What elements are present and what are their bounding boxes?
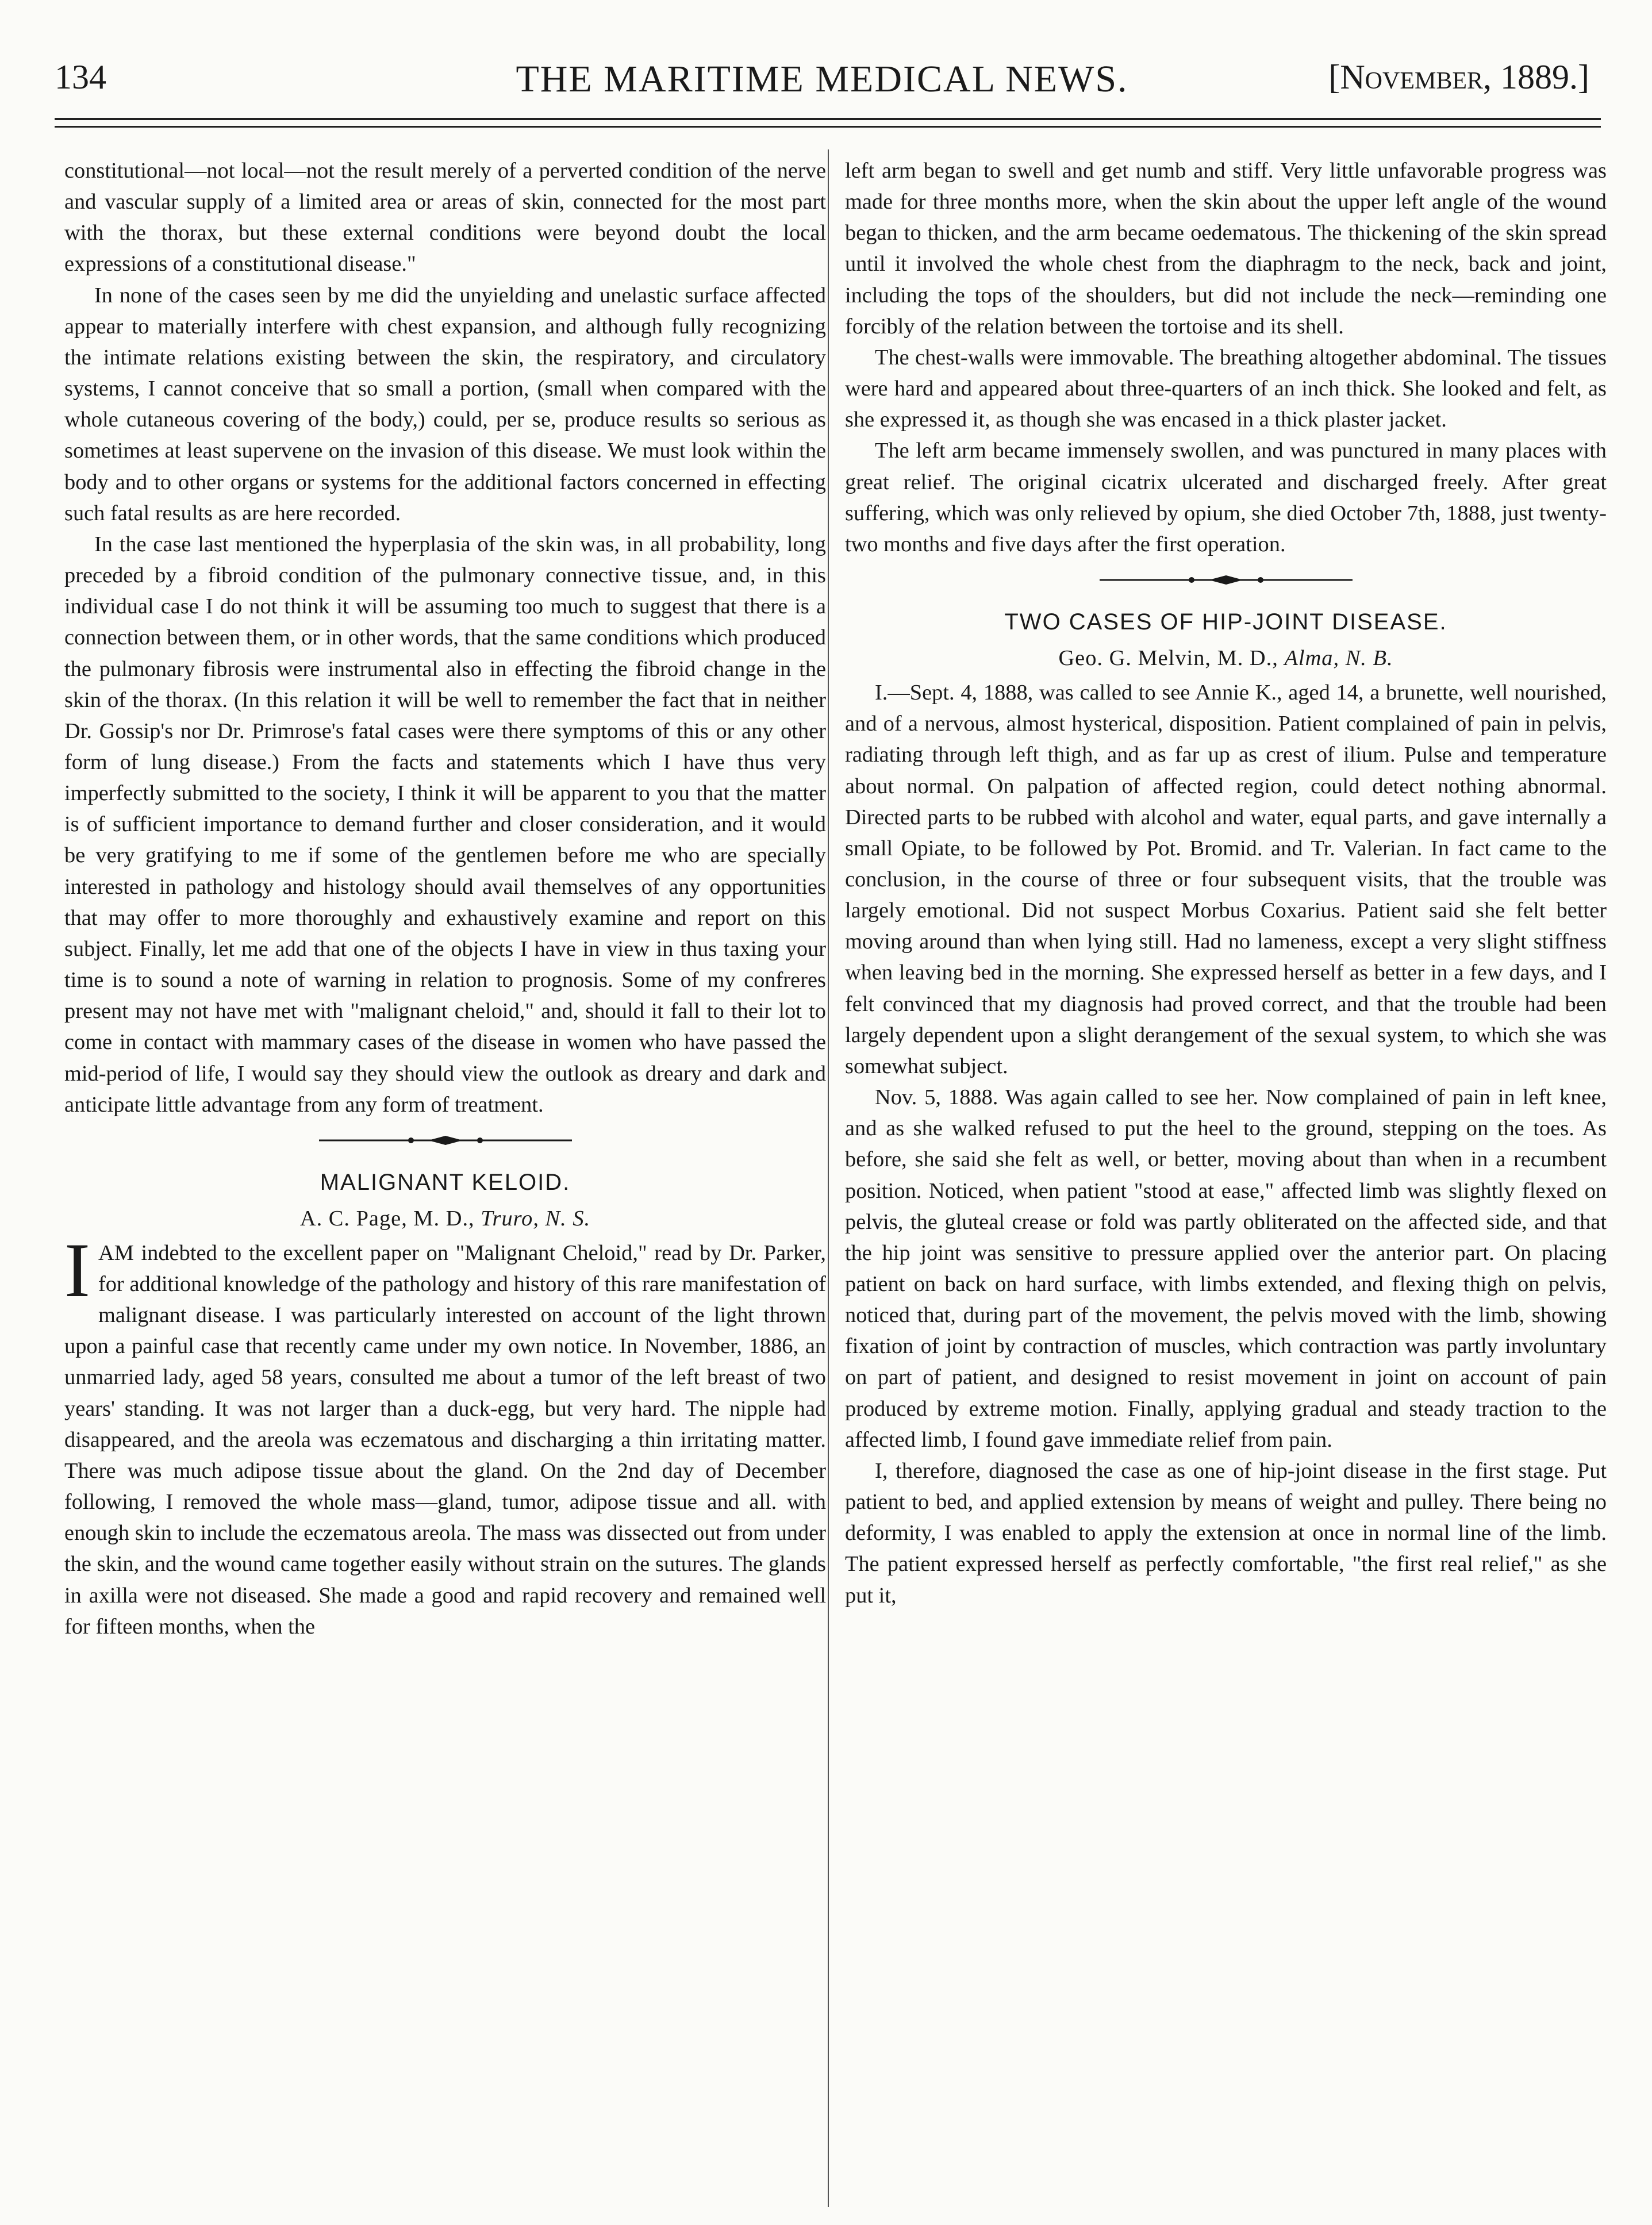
body-paragraph: constitutional—not local—not the result merely of a perverted condition of the nerve and vascular supply of a limited area or areas of skin, connected for the most part with the thorax, but these external conditions were beyond doubt the local expressions of a constitutional disease." <box>64 159 826 276</box>
drop-cap: I <box>64 1227 90 1313</box>
page-number: 134 <box>55 58 106 96</box>
right-column <box>845 155 1607 2201</box>
article-byline <box>845 639 1607 677</box>
body-paragraph: The chest-walls were immovable. The breathing altogether abdominal. The tissues were hard and appeared about three-quarters of an inch thick. She looked and felt, as she expressed it, as though she was encased in a thick plaster jacket. <box>845 345 1607 432</box>
body-paragraph: The left arm became immensely swollen, and was punctured in many places with great relief. The original cicatrix ulcerated and discharged freely. After great suffering, which was only relieved by opium, she died October 7th, 1888, just twenty-two months and five days after the first operation. <box>845 439 1607 556</box>
column-divider <box>828 149 829 2207</box>
body-paragraph <box>64 1227 826 1642</box>
issue-date: [November, 1889.] <box>1328 58 1589 96</box>
article-title: TWO CASES OF HIP-JOINT DISEASE. <box>1004 609 1447 635</box>
body-paragraph: I, therefore, diagnosed the case as one of hip-joint disease in the first stage. Put patient to bed, and applied extension by means of weight and pulley. There being no deformity, I was enabled to apply the extension at once in normal line of the limb. The patient expressed herself as perfectly comfortable, "the first real relief," as she put it, <box>845 1458 1607 1608</box>
ornament-rule-icon <box>313 1132 578 1149</box>
author-name: Geo. G. Melvin, M. D., <box>1058 646 1278 671</box>
section-ornament <box>845 560 1607 600</box>
page-header <box>55 57 1589 109</box>
author-location: Alma, N. B. <box>1284 646 1393 671</box>
body-paragraph: Nov. 5, 1888. Was again called to see her. Now complained of pain in left knee, and as she walked refused to put the heel to the ground, stepping on the toes. As before, she said she felt as well, or better, moving about than when in a recumbent position. Noticed, when patient "stood at ease," affected limb was slightly flexed on pelvis, the gluteal crease or fold was partly obliterated on the affected side, and that the hip joint was sensitive to pressure applied over the anterior part. On placing patient on back on hard surface, with limbs extended, and flexing thigh on pelvis, noticed that, during part of the movement, the pelvis moved with the limb, showing fixation of joint by contraction of muscles, which contraction was partly involuntary on part of patient, and designed to resist movement in joint on account of pain produced by extreme motion. Finally, applying gradual and steady traction to the affected limb, I found gave immediate relief from pain. <box>845 1085 1607 1452</box>
left-column <box>64 155 826 2201</box>
journal-title: THE MARITIME MEDICAL NEWS. <box>516 58 1128 100</box>
ornament-rule-icon <box>1094 571 1358 589</box>
body-paragraph: In the case last mentioned the hyperplasia of the skin was, in all probability, long preceded by a fibroid condition of the pulmonary connective tissue, and, in this individual case I do not think it will be assuming too much to suggest that there is a connection between them, or in other words, that the same conditions which produced the pulmonary fibrosis were instrumental also in effecting the fibroid change in the skin of the thorax. (In this relation it will be well to remember the fact that in neither Dr. Gossip's nor Dr. Primrose's fatal cases were there symptoms of this or any other form of lung disease.) From the facts and statements which I have thus very imperfectly submitted to the society, I think it will be apparent to you that the matter is of sufficient importance to demand further and closer consideration, and it would be very gratifying to me if some of the gentlemen before me who are specially interested in pathology and histology should avail themselves of any opportunities that may offer to more thoroughly and exhaustively examine and report on this subject. Finally, let me add that one of the objects I have in view in thus taxing your time is to sound a note of warning in relation to prognosis. Some of my confreres present may not have met with "malignant cheloid," and, should it fall to their lot to come in contact with mammary cases of the disease in women who have passed the mid-period of life, I would say they should view the outlook as dreary and dark and anticipate little advantage from any form of treatment. <box>64 532 826 1117</box>
author-location: Truro, N. S. <box>481 1206 591 1231</box>
body-paragraph: left arm began to swell and get numb and stiff. Very little unfavorable progress was made for three months more, when the skin about the upper left angle of the wound began to thicken, and the arm became oedematous. The thickening of the skin spread until it involved the whole chest from the diaphragm to the neck, back and joint, including the tops of the shoulders, but did not include the neck—reminding one forcibly of the relation between the tortoise and its shell. <box>845 159 1607 339</box>
header-rule-top <box>55 118 1601 120</box>
article-title: MALIGNANT KELOID. <box>320 1169 571 1195</box>
section-ornament <box>64 1120 826 1160</box>
article-byline <box>64 1200 826 1238</box>
author-name: A. C. Page, M. D., <box>299 1206 475 1231</box>
paragraph-text: AM indebted to the excellent paper on "Malignant Cheloid," read by Dr. Parker, for additional knowledge of the pathology and history of this rare manifestation of malignant disease. I was particularly interested on account of the light thrown upon a painful case that recently came under my own notice. In November, 1886, an unmarried lady, aged 58 years, consulted me about a tumor of the left breast of two years' standing. It was not larger than a duck-egg, but very hard. The nipple had disappeared, and the areola was eczematous and discharging a thin irritating matter. There was much adipose tissue about the gland. On the 2nd day of December following, I removed the whole mass—gland, tumor, adipose tissue and all. with enough skin to include the eczematous areola. The mass was dissected out from under the skin, and the wound came together easily without strain on the sutures. The glands in axilla were not diseased. She made a good and rapid recovery and remained well for fifteen months, when the <box>64 1240 826 1639</box>
body-paragraph: In none of the cases seen by me did the unyielding and unelastic surface affected appear to materially interfere with chest expansion, and although fully recognizing the intimate relations existing between the skin, the respiratory, and circulatory systems, I cannot conceive that so small a portion, (small when compared with the whole cutaneous covering of the body,) could, per se, produce results so serious as sometimes at least supervene on the invasion of this disease. We must look within the body and to other organs or systems for the additional factors concerned in effecting such fatal results as are here recorded. <box>64 283 826 525</box>
header-rule-bottom <box>55 126 1601 128</box>
body-paragraph: I.—Sept. 4, 1888, was called to see Annie K., aged 14, a brunette, well nourished, and of a nervous, almost hysterical, disposition. Patient complained of pain in pelvis, radiating through left thigh, and as far up as crest of ilium. Pulse and temperature about normal. On palpation of affected region, could detect nothing abnormal. Directed parts to be rubbed with alcohol and water, equal parts, and gave internally a small Opiate, to be followed by Pot. Bromid. and Tr. Valerian. In fact came to the conclusion, in the course of three or four subsequent visits, that the trouble was largely emotional. Did not suspect Morbus Coxarius. Patient said she felt better moving around than when lying still. Had no lameness, except a very slight stiffness when leaving bed in the morning. She expressed herself as better in a few days, and I felt convinced that my diagnosis had proved correct, and that the trouble had been largely dependent upon a slight derangement of the sexual system, to which she was somewhat subject. <box>845 681 1607 1078</box>
